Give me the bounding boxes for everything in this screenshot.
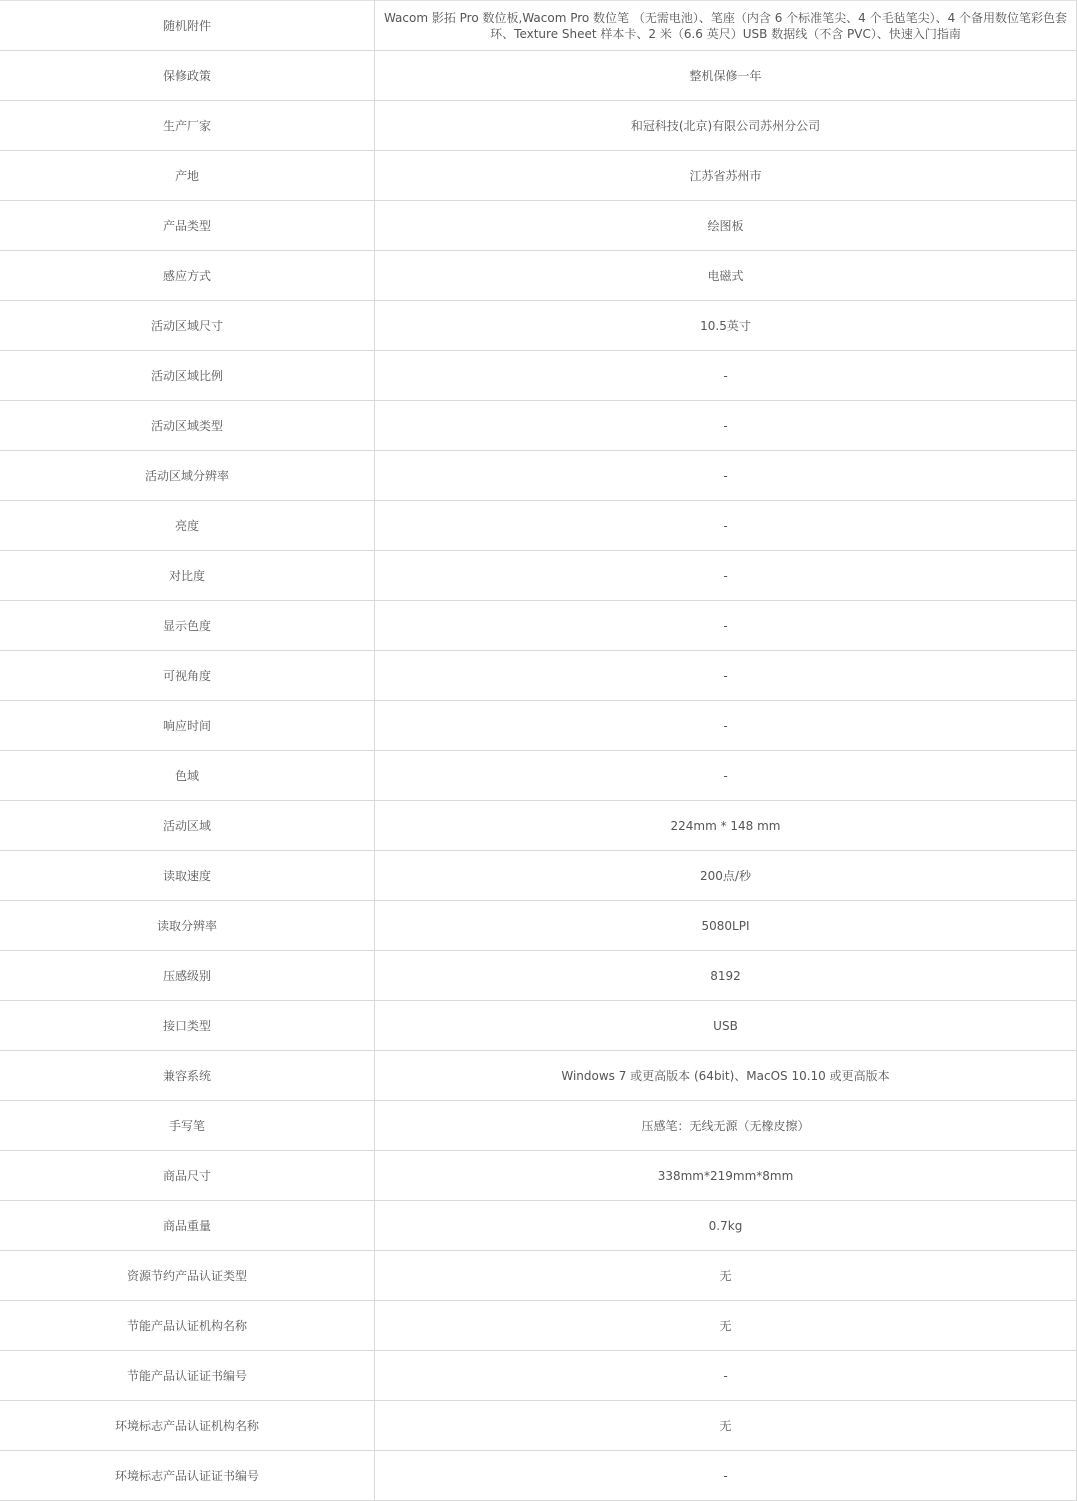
spec-value: 338mm*219mm*8mm xyxy=(375,1151,1077,1201)
spec-label: 活动区域 xyxy=(0,801,375,851)
spec-value: 整机保修一年 xyxy=(375,51,1077,101)
spec-value: 电磁式 xyxy=(375,251,1077,301)
spec-value: Wacom 影拓 Pro 数位板,Wacom Pro 数位笔 （无需电池）、笔座（内含 6 个标准笔尖、4 个毛毡笔尖）、4 个备用数位笔彩色套环、Texture Sheet 样本卡、2 米（6.6 英尺）USB 数据线（不含 PVC）、快速入门指南 xyxy=(375,1,1077,51)
spec-label: 显示色度 xyxy=(0,601,375,651)
spec-value: - xyxy=(375,1451,1077,1501)
spec-value: - xyxy=(375,501,1077,551)
spec-label: 随机附件 xyxy=(0,1,375,51)
spec-label: 保修政策 xyxy=(0,51,375,101)
spec-row xyxy=(0,1351,1077,1401)
spec-label: 响应时间 xyxy=(0,701,375,751)
spec-row xyxy=(0,1051,1077,1101)
spec-label: 活动区域类型 xyxy=(0,401,375,451)
spec-value: 压感笔：无线无源（无橡皮擦） xyxy=(375,1101,1077,1151)
spec-value: 200点/秒 xyxy=(375,851,1077,901)
spec-label: 读取分辨率 xyxy=(0,901,375,951)
spec-label: 亮度 xyxy=(0,501,375,551)
spec-row xyxy=(0,201,1077,251)
spec-value: - xyxy=(375,551,1077,601)
spec-value: 和冠科技(北京)有限公司苏州分公司 xyxy=(375,101,1077,151)
spec-value: 0.7kg xyxy=(375,1201,1077,1251)
spec-row xyxy=(0,751,1077,801)
spec-row xyxy=(0,701,1077,751)
spec-row xyxy=(0,251,1077,301)
spec-row xyxy=(0,101,1077,151)
spec-label: 手写笔 xyxy=(0,1101,375,1151)
spec-label: 色域 xyxy=(0,751,375,801)
spec-row xyxy=(0,1251,1077,1301)
spec-row xyxy=(0,1401,1077,1451)
spec-value: Windows 7 或更高版本 (64bit)、MacOS 10.10 或更高版本 xyxy=(375,1051,1077,1101)
spec-row xyxy=(0,1201,1077,1251)
spec-row xyxy=(0,901,1077,951)
spec-row xyxy=(0,151,1077,201)
spec-row xyxy=(0,351,1077,401)
spec-label: 生产厂家 xyxy=(0,101,375,151)
spec-row xyxy=(0,401,1077,451)
spec-value: 无 xyxy=(375,1301,1077,1351)
spec-label: 环境标志产品认证证书编号 xyxy=(0,1451,375,1501)
spec-value: USB xyxy=(375,1001,1077,1051)
spec-value: 5080LPI xyxy=(375,901,1077,951)
spec-row xyxy=(0,51,1077,101)
spec-label: 活动区域尺寸 xyxy=(0,301,375,351)
spec-label: 商品尺寸 xyxy=(0,1151,375,1201)
spec-label: 活动区域分辨率 xyxy=(0,451,375,501)
spec-row xyxy=(0,551,1077,601)
spec-label: 可视角度 xyxy=(0,651,375,701)
spec-table-body xyxy=(0,1,1077,1501)
spec-row xyxy=(0,801,1077,851)
spec-label: 读取速度 xyxy=(0,851,375,901)
spec-row xyxy=(0,1151,1077,1201)
spec-row xyxy=(0,851,1077,901)
spec-row xyxy=(0,651,1077,701)
spec-value: - xyxy=(375,351,1077,401)
spec-row xyxy=(0,601,1077,651)
spec-value: 224mm * 148 mm xyxy=(375,801,1077,851)
spec-label: 商品重量 xyxy=(0,1201,375,1251)
spec-row xyxy=(0,1,1077,51)
spec-value: 江苏省苏州市 xyxy=(375,151,1077,201)
spec-label: 活动区域比例 xyxy=(0,351,375,401)
spec-label: 节能产品认证证书编号 xyxy=(0,1351,375,1401)
spec-label: 接口类型 xyxy=(0,1001,375,1051)
spec-value: - xyxy=(375,651,1077,701)
spec-value: - xyxy=(375,751,1077,801)
spec-label: 资源节约产品认证类型 xyxy=(0,1251,375,1301)
spec-value: 8192 xyxy=(375,951,1077,1001)
spec-value: - xyxy=(375,401,1077,451)
spec-label: 感应方式 xyxy=(0,251,375,301)
spec-value: 无 xyxy=(375,1251,1077,1301)
spec-row xyxy=(0,1101,1077,1151)
spec-value: 无 xyxy=(375,1401,1077,1451)
spec-row xyxy=(0,1001,1077,1051)
spec-value: 绘图板 xyxy=(375,201,1077,251)
spec-label: 节能产品认证机构名称 xyxy=(0,1301,375,1351)
spec-value: - xyxy=(375,451,1077,501)
spec-value: - xyxy=(375,601,1077,651)
spec-label: 环境标志产品认证机构名称 xyxy=(0,1401,375,1451)
spec-label: 对比度 xyxy=(0,551,375,601)
spec-value: - xyxy=(375,701,1077,751)
spec-label: 压感级别 xyxy=(0,951,375,1001)
spec-row xyxy=(0,1301,1077,1351)
spec-value: - xyxy=(375,1351,1077,1401)
spec-row xyxy=(0,301,1077,351)
spec-value: 10.5英寸 xyxy=(375,301,1077,351)
spec-label: 兼容系统 xyxy=(0,1051,375,1101)
spec-row xyxy=(0,501,1077,551)
spec-row xyxy=(0,1451,1077,1501)
spec-label: 产地 xyxy=(0,151,375,201)
spec-row xyxy=(0,451,1077,501)
spec-label: 产品类型 xyxy=(0,201,375,251)
spec-row xyxy=(0,951,1077,1001)
